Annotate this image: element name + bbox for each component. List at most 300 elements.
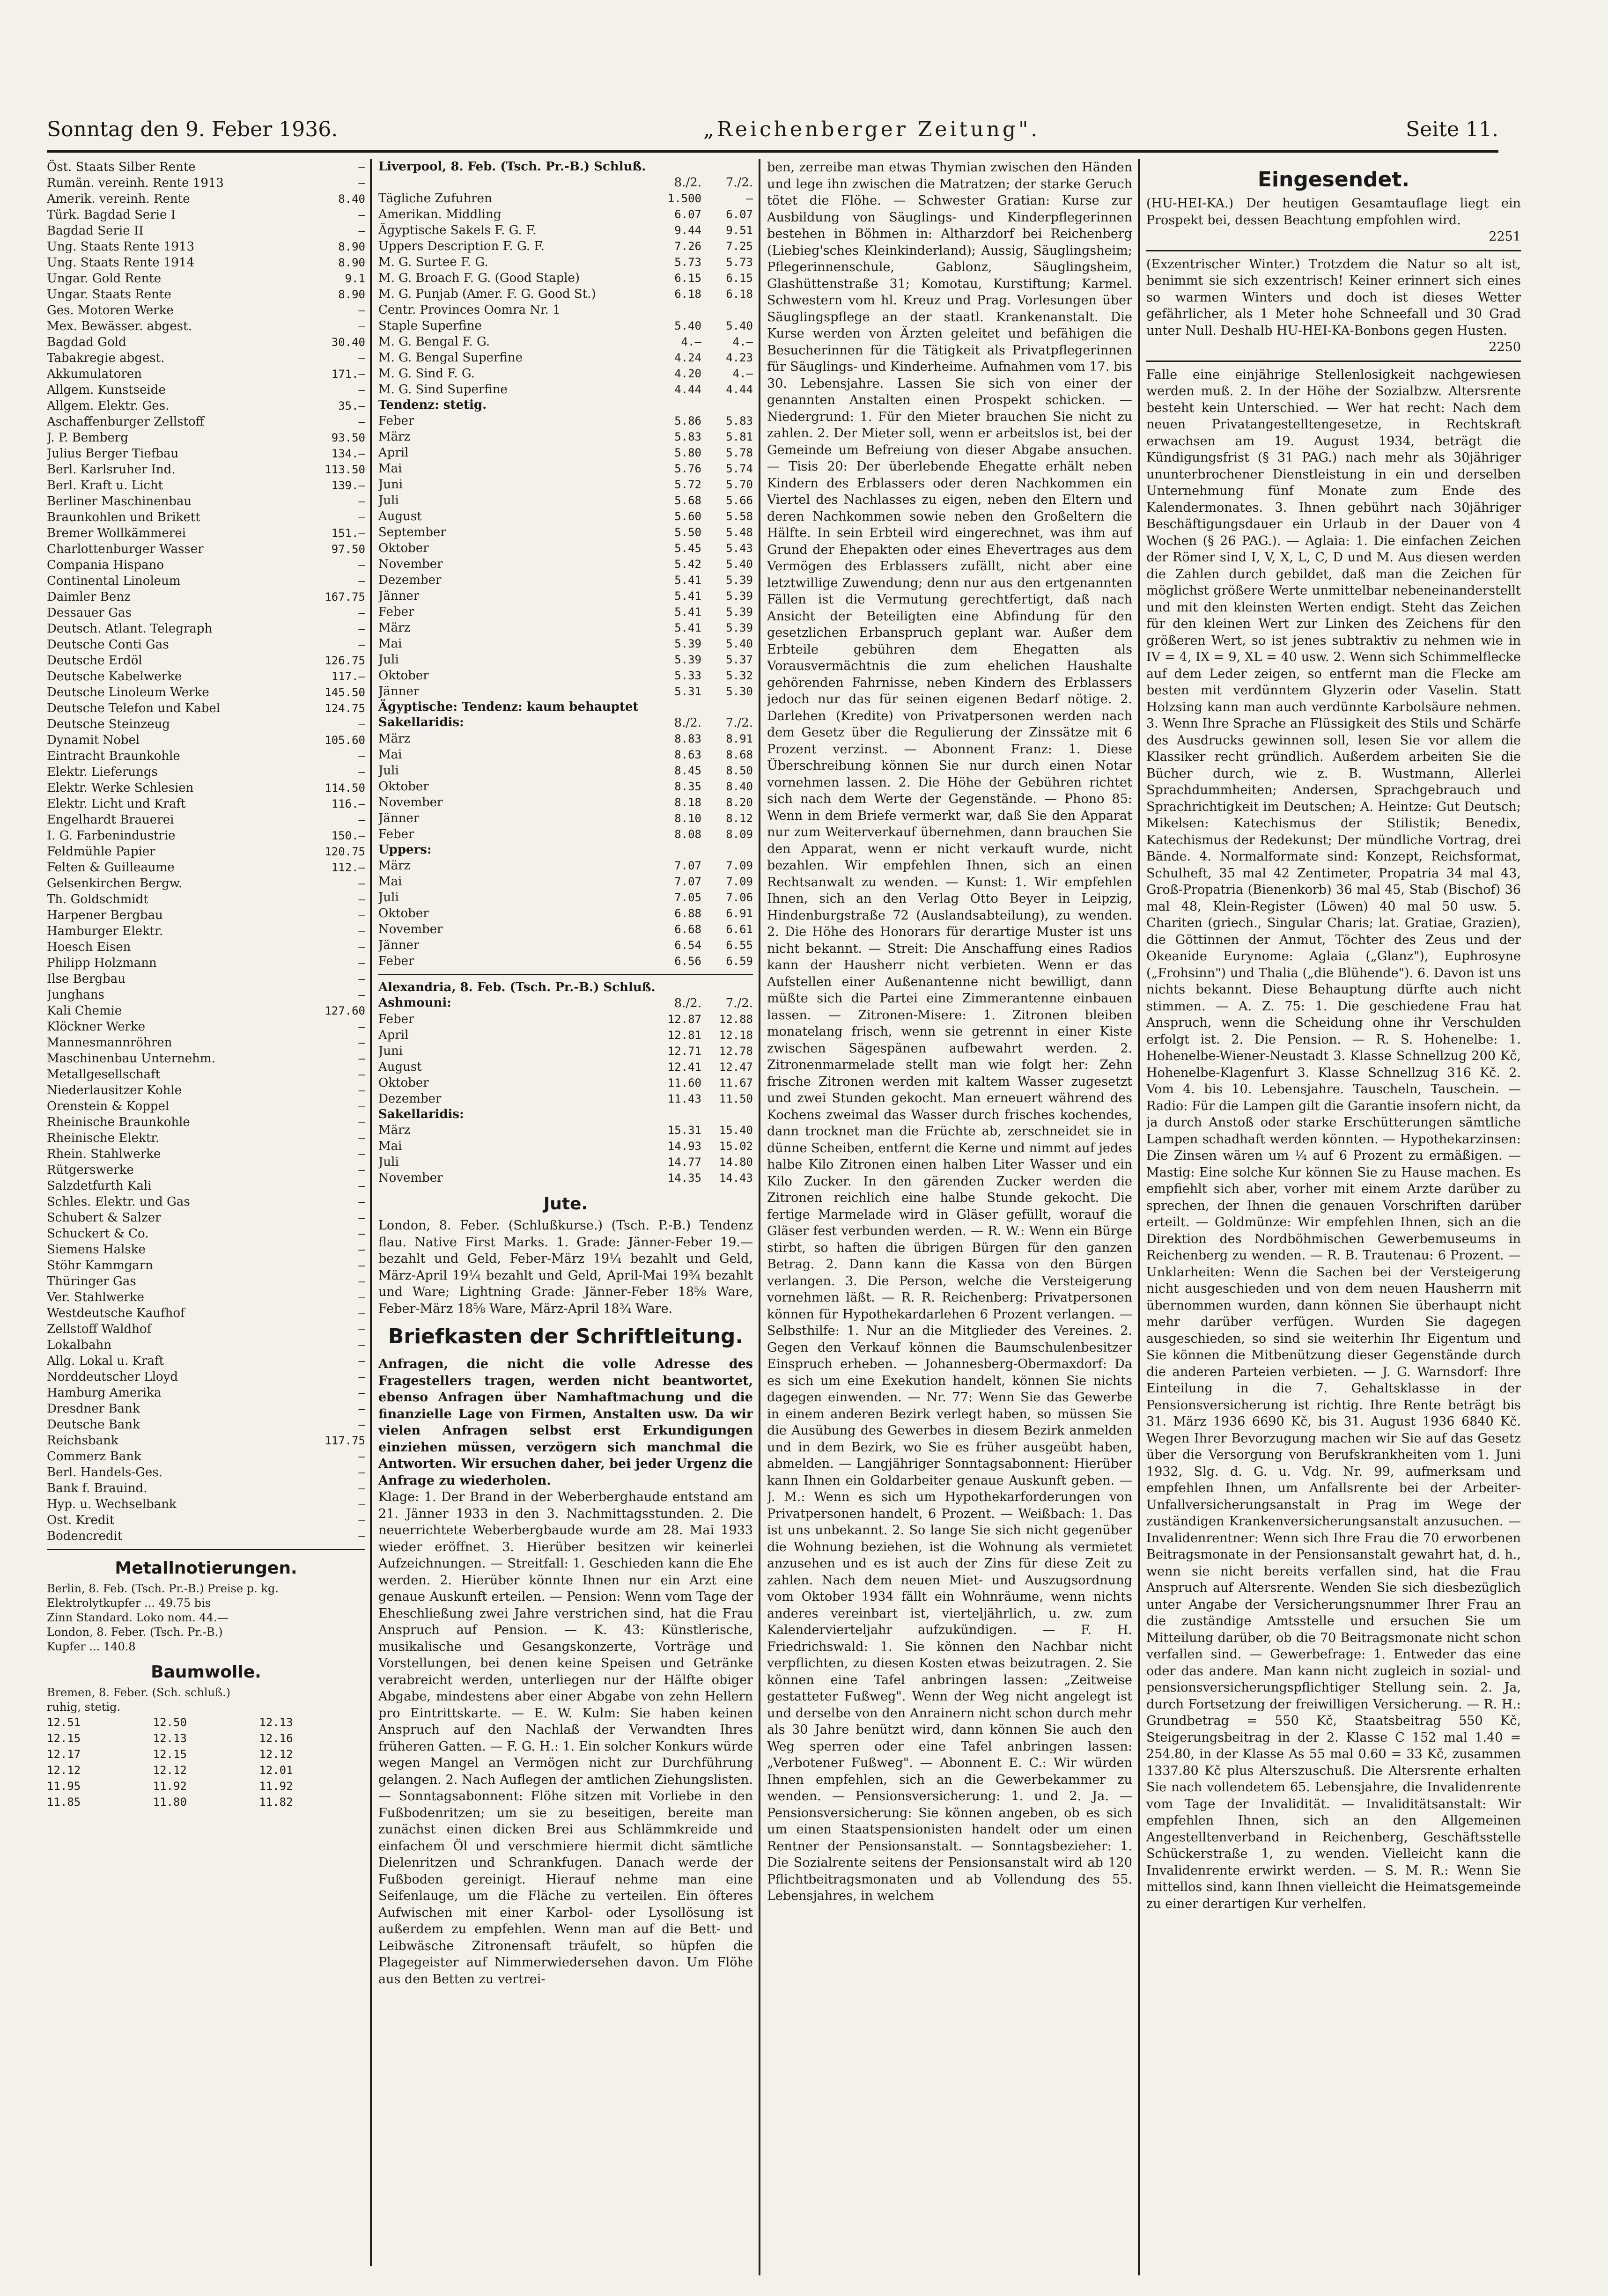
liverpool-row-value: 4.— bbox=[681, 335, 701, 348]
stock-row bbox=[47, 812, 365, 828]
months1-row-value: 5.40 bbox=[726, 558, 753, 571]
months1-row-value: 5.74 bbox=[726, 462, 753, 475]
stock-row bbox=[47, 557, 365, 573]
stock-row-value: 150.— bbox=[331, 829, 365, 842]
uppers-heading: Uppers: bbox=[378, 843, 432, 857]
stock-row bbox=[47, 1305, 365, 1321]
cotton-value: 11.92 bbox=[259, 1780, 293, 1793]
sakel-row-value: 8.20 bbox=[726, 796, 753, 809]
uppers-row-value: 6.61 bbox=[726, 923, 753, 936]
stock-row bbox=[47, 1114, 365, 1130]
liverpool-row bbox=[378, 286, 753, 302]
months1-row-value: 5.80 bbox=[674, 446, 701, 459]
cotton-value: 11.85 bbox=[47, 1796, 81, 1809]
uppers-row bbox=[378, 921, 753, 937]
cotton-value: 12.51 bbox=[47, 1716, 81, 1729]
stock-row bbox=[47, 430, 365, 446]
months1-row-value: 5.70 bbox=[726, 478, 753, 491]
stock-row bbox=[47, 876, 365, 891]
months1-row-label: Juli bbox=[378, 493, 399, 508]
liverpool-row-label: Tägliche Zufuhren bbox=[378, 191, 492, 206]
stock-row-value: — bbox=[358, 1450, 365, 1463]
stock-row-value: — bbox=[358, 893, 365, 906]
stock-row-value: 145.50 bbox=[325, 686, 365, 699]
months1-row-label: März bbox=[378, 621, 411, 635]
alexandria-heading: Alexandria, 8. Feb. (Tsch. Pr.-B.) Schluß. bbox=[378, 980, 656, 994]
stock-row bbox=[47, 175, 365, 191]
stock-row-label: Ost. Kredit bbox=[47, 1513, 115, 1527]
stock-row-value: 113.50 bbox=[325, 463, 365, 476]
stock-row-label: Ver. Stahlwerke bbox=[47, 1290, 144, 1304]
tendenz-heading: Tendenz: stetig. bbox=[378, 398, 487, 412]
stock-row bbox=[47, 1194, 365, 1210]
uppers-row-value: 7.07 bbox=[674, 859, 701, 872]
months1-row-label: März bbox=[378, 430, 411, 444]
stock-row-value: — bbox=[358, 1243, 365, 1256]
months1-row-value: 5.39 bbox=[674, 637, 701, 650]
stock-row-value: 30.40 bbox=[331, 336, 365, 349]
months1-row bbox=[378, 572, 753, 588]
metal-quotes-title: Metallnotierungen. bbox=[115, 1559, 297, 1578]
uppers-row-value: 7.09 bbox=[726, 859, 753, 872]
stock-row bbox=[47, 1082, 365, 1098]
stock-row bbox=[47, 1512, 365, 1528]
answers-text: ben, zerreibe man etwas Thymian zwischen den Händen und lege ihn zwischen die Matratzen; der starke Geruch tötet die Flöhe. — Schwester Gratian: Kurse zur Ausbildung von Säuglings- und Kinderpflegerinnen bestehen in Böhmen in: Altharzdorf bei Reichenberg (Liebieg'sches Kleinkinderland); Aussig, Säuglingsheim; Pflegerinnenschule, Gablonz, Säuglingsheim, Glashüttenstraße 31; Komotau, Kurstiftung; Karmel. Schwestern vom hl. Kreuz und Prag. Vorlesungen über Säuglingspflege an der staatl. Krankenanstalt. Die Kurse werden von Ärzten geleitet und befähigen die Besucherinnen für die Tätigkeit als Privatpflegerinnen für Säuglings- und Kinderheime. Aufnahmen vom 17. bis 30. Lebensjahre. Lassen Sie sich von einer der genannten Anstalten einen Prospekt schicken. — Niedergrund: 1. Für den Mieter brauchen Sie nicht zu zahlen. 2. Der Mieter soll, wenn er arbeitslos ist, bei der Gemeinde um Befreiung von dieser Abgabe ansuchen. — Tisis 20: Der überlebende Ehegatte erhält neben Kindern des Erblassers oder deren Nachkommen ein Viertel des Nachlasses zu eigen, neben den Eltern und deren Nachkommen sowie neben den Großeltern die Hälfte. In sein Erbteil wird eingerechnet, was ihm auf Grund der Ehepakten oder eines Ehevertrages aus dem Vermögen des Erblassers zufällt, nicht aber eine letztwillige Zuwendung; denn nur aus den ertgenannten Fällen ist die Vermutung gerechtfertigt, daß nach Ansicht der Beteiligten eine Abfindung für den gesetzlichen Erbanspruch geplant war. Außer dem Erbteile gebühren dem Ehegatten als Vorausvermächtnis die zum ehelichen Haushalte gehörenden Fahrnisse, neben Kindern des Erblassers jedoch nur das für seinen eigenen Bedarf nötige. 2. Darlehen (Kredite) von Privatpersonen werden nach dem Gesetz über die Regulierung der Zinssätze mit 6 Prozent verzinst. — Abonnent Franz: 1. Diese Überschreibung können Sie nur durch einen Notar vornehmen lassen. 2. Die Höhe der Gebühren richtet sich nach dem Werte der Gegenstände. — Phono 85: Wenn in dem Briefe vermerkt war, daß Sie den Apparat nur zum Weiterverkauf übernehmen, dann brauchen Sie den Apparat, wenn er nicht verkauft wurde, nicht bezahlen. Wir empfehlen Ihnen, sich an einen Rechtsanwalt zu wenden. — Kunst: 1. Wir empfehlen Ihnen, sich an den Verlag Otto Beyer in Leipzig, Hindenburgstraße 72 (Auslandsabteilung), zu wenden. 2. Die Höhe des Honorars für derartige Muster ist uns nicht bekannt. — Streit: Die Anschaffung eines Radios kann der Hausherr nicht verbieten. Wenn er das Aufstellen einer Außenantenne nicht bewilligt, dann müßte sich die Partei eine Zimmerantenne einbauen lassen. — Zitronen-Misere: 1. Zitronen bleiben monatelang frisch, wenn sie getrennt in einer Kiste zwischen Sägespänen aufbewahrt werden. 2. Zitronenmarmelade stellt man wie folgt her: Zehn frische Zitronen werden mit kaltem Wasser zugesetzt und zwei Stunden gekocht. Man erneuert während des Kochens zweimal das Wasser durch frisches kochendes, dann trocknet man die Früchte ab, zerschneidet sie in dünne Scheiben, entfernt die Kerne und nimmt auf jedes halbe Kilo Zitronen einen halben Liter Wasser und ein Kilo Zucker. In den gärenden Zucker werden die Zitronen reichlich eine halbe Stunde gekocht. Die fertige Marmelade wird in Gläser gefüllt, worauf die Gläser fest verbunden werden. — R. W.: Wenn ein Bürge stirbt, so haften die übrigen Bürgen für den ganzen Betrag. 2. Dann kann die Kassa von den Bürgen verlangen. 3. Die Person, welche die Versteigerung vornehmen läßt. — R. R. Reichenberg: Privatpersonen können für Hypothekardarlehen 6 Prozent verlangen. — Selbsthilfe: 1. Nur an die Mitglieder des Vereines. 2. Gegen den Verkauf können die Baumschulenbesitzer Einspruch erheben. — Johannesberg-Obermaxdorf: Da es sich um eine Exekution handelt, können Sie nichts dagegen einwenden. — Nr. 77: Wenn Sie das Gewerbe in einem anderen Bezirk verlegt haben, so müssen Sie die Ausübung des Gewerbes in diesem Bezirk anmelden und in dem Bezirk, wo Sie es früher ausgeübt haben, abmelden. — Langjähriger Sonntagsabonnent: Hierüber kann Ihnen ein Goldarbeiter genaue Auskunft geben. — J. M.: Wenn es sich um Hypothekarforderungen von Privatpersonen handelt, 6 Prozent. — Weißbach: 1. Das ist uns unbekannt. 2. So lange Sie sich nicht gegenüber die Wohnung beziehen, ist die Wohnung als vermietet anzusehen und es ist auch der Zins für diese Zeit zu zahlen. Nach dem neuen Miet- und Auszugsordnung vom Oktober 1934 fällt ein Wohnräume, wenn nichts anderes vereinbart ist, vierteljährlich, u. zw. zum Kalendervierteljahr aufzukündigen. — F. H. Friedrichswald: 1. Sie können den Nachbar nicht verpflichten, zu diesen Kosten etwas beizutragen. 2. Sie können eine Tafel anbringen lassen: „Zeitweise gestatteter Fußweg". Wenn der Weg nicht angelegt ist und derselbe von den Anrainern nicht schon durch mehr als 30 Jahre benützt wird, dann können Sie auch den Weg sperren oder eine Tafel anbringen lassen: „Verbotener Fußweg". — Abonnent E. C.: Wir würden Ihnen empfehlen, sich an die Gewerbekammer zu wenden. — Pensionsversicherung: 1. und 2. Ja. — Pensionsversicherung: Sie können angeben, ob es sich um einen Staatspensionisten handelt oder um einen Rentner der Pensionsanstalt. — Sonntagsbezieher: 1. Die Sozialrente seitens der Pensionsanstalt wird ab 120 Pflichtbeitragsmonaten und ab Vollendung des 55. Lebensjahres, in welchem bbox=[767, 160, 1132, 1903]
stock-row bbox=[47, 191, 365, 207]
stock-row-value: 8.40 bbox=[338, 192, 365, 206]
liverpool-row bbox=[378, 302, 753, 318]
metal-line: Zinn Standard. Loko nom. 44.— bbox=[47, 1611, 229, 1624]
liverpool-row-value: 4.20 bbox=[674, 367, 701, 380]
sakel-row bbox=[378, 826, 753, 842]
stock-row-value: — bbox=[358, 1227, 365, 1240]
stock-row-label: I. G. Farbenindustrie bbox=[47, 829, 176, 843]
liverpool-row-label: Uppers Description F. G. F. bbox=[378, 239, 545, 253]
stock-row-value: — bbox=[358, 574, 365, 588]
header-rule bbox=[47, 150, 1498, 153]
sakel2-row-label: Mai bbox=[378, 1139, 402, 1153]
sakel-row bbox=[378, 763, 753, 779]
months1-row bbox=[378, 684, 753, 699]
stock-row bbox=[47, 764, 365, 780]
sakel-col-prev: 7./2. bbox=[725, 716, 753, 730]
jute-text: London, 8. Feber. (Schlußkurse.) (Tsch. P.-B.) Tendenz flau. Native First Marks. 1. Grade: Jänner-Feber 19.— bezahlt und Geld, Feber-März 19¼ bezahlt und Geld, März-April 19¼ bezahlt und Geld, April-Mai 19¾ bezahlt und Ware; Lightning Grade: Jänner-Feber 18⅝ Ware, Feber-März 18⅝ Ware, März-April 18¾ Ware. bbox=[378, 1218, 753, 1316]
stock-row-value: — bbox=[358, 511, 365, 524]
stock-row-value: 8.90 bbox=[338, 256, 365, 269]
stock-row bbox=[47, 1210, 365, 1226]
stock-row bbox=[47, 732, 365, 748]
months1-row-label: Mai bbox=[378, 637, 402, 651]
stock-row bbox=[47, 716, 365, 732]
months1-row-value: 5.37 bbox=[726, 653, 753, 666]
stock-row bbox=[47, 302, 365, 318]
stock-row-value: — bbox=[358, 1068, 365, 1081]
stock-row bbox=[47, 478, 365, 493]
divider bbox=[1146, 250, 1521, 251]
ashm-row bbox=[378, 1011, 753, 1027]
months1-row-label: November bbox=[378, 557, 443, 571]
stock-row bbox=[47, 669, 365, 684]
uppers-row bbox=[378, 874, 753, 890]
sakel2-row-label: Juli bbox=[378, 1155, 399, 1169]
stock-row-value: — bbox=[358, 177, 365, 190]
stock-row-label: Deutsche Kabelwerke bbox=[47, 670, 182, 684]
sakel-row-value: 8.83 bbox=[674, 732, 701, 745]
liverpool-row-label: Amerikan. Middling bbox=[378, 207, 502, 221]
liverpool-row bbox=[378, 382, 753, 397]
stock-row-value: — bbox=[358, 1275, 365, 1288]
ashm-row-value: 11.67 bbox=[719, 1076, 753, 1089]
sakel-row-value: 8.12 bbox=[726, 812, 753, 825]
uppers-row bbox=[378, 858, 753, 874]
stock-row-label: Th. Goldschmidt bbox=[47, 892, 148, 906]
uppers-row-value: 6.56 bbox=[674, 955, 701, 968]
ashm-row-value: 11.50 bbox=[719, 1092, 753, 1105]
stock-row-value: — bbox=[358, 638, 365, 651]
stock-row-value: — bbox=[358, 606, 365, 619]
stock-row-label: Elektr. Licht und Kraft bbox=[47, 797, 186, 811]
stock-row bbox=[47, 1035, 365, 1051]
stock-row-label: Allgem. Elektr. Ges. bbox=[47, 399, 170, 413]
liverpool-row-label: M. G. Bengal F. G. bbox=[378, 335, 490, 349]
briefkasten-text: Klage: 1. Der Brand in der Weberberghaude entstand am 21. Jänner 1933 in den 3. Nachmittagsstunden. 2. Die neuerrichtete Weberbergbaude wurde am 28. Mai 1933 wieder eröffnet. 3. Hierüber besitzen wir keinerlei Aufzeichnungen. — Streitfall: 1. Geschieden kann die Ehe werden. 2. Hierüber könnte Ihnen nur ein Arzt eine genaue Auskunft erteilen. — Pension: Wenn vom Tage der Eheschließung zwei Jahre verstrichen sind, hat die Frau Anspruch auf Pension. — K. 43: Künstlerische, musikalische und Gesangskonzerte, Vorträge und Vorstellungen, bei denen keine Speisen und Getränke verabreicht werden, unterliegen nur der Hälfte obiger Abgabe, mindestens aber einer Abgabe von zehn Hellern pro Eintrittskarte. — E. W. Kulm: Sie haben keinen Anspruch auf den Nachlaß der Verwandten Ihres früheren Gatten. — F. G. H.: 1. Ein solcher Konkurs würde wegen Mangel an Vermögen nicht zur Durchführung gelangen. 2. Nach Auflegen der amtlichen Ziehungslisten. — Sonntagsabonnent: Flöhe sitzen mit Vorliebe in den Fußbodenritzen; um sie zu beseitigen, bereite man zunächst einen dicken Brei aus Schlämmkreide und einfachem Öl und verschmiere hiermit dicht sämtliche Dielenritzen und Schrankfugen. Danach werde der Fußboden gereinigt. Hierauf nehme man eine Seifenlauge, um die Fläche zu verteilen. Ein öfteres Aufwischen mit einer Karbol- oder Lysollösung ist außerdem zu empfehlen. Wenn man auf die Bett- und Leibwäsche Zitronensaft träufelt, so hüpfen die Plagegeister auf Nimmerwiedersehen davon. Um Flöhe aus den Betten zu vertrei- bbox=[378, 1490, 753, 1987]
header-date: Sonntag den 9. Feber 1936. bbox=[47, 117, 338, 141]
stock-row bbox=[47, 1369, 365, 1385]
stock-row-value: — bbox=[358, 1052, 365, 1065]
stock-row-label: Deutsche Telefon und Kabel bbox=[47, 701, 221, 715]
eingesendet-text: (HU-HEI-KA.) Der heutigen Gesamtauflage liegt ein Prospekt bei, dessen Beachtung empfohlen wird. bbox=[1146, 196, 1521, 228]
ashm-row-value: 12.71 bbox=[667, 1045, 701, 1058]
stock-row-value: 114.50 bbox=[325, 781, 365, 795]
sakel-row-label: November bbox=[378, 795, 443, 809]
months1-row-value: 5.72 bbox=[674, 478, 701, 491]
months1-row bbox=[378, 636, 753, 652]
months1-row bbox=[378, 461, 753, 477]
ashm-row-value: 12.81 bbox=[667, 1029, 701, 1042]
ashm-row-value: 12.47 bbox=[719, 1060, 753, 1074]
liverpool-row-value: 4.44 bbox=[726, 383, 753, 396]
months1-row-label: September bbox=[378, 525, 446, 539]
ashm-row bbox=[378, 1059, 753, 1075]
months1-row-value: 5.30 bbox=[726, 685, 753, 698]
sakel2-row-value: 14.77 bbox=[667, 1155, 701, 1169]
stock-row-value: — bbox=[358, 224, 365, 237]
stock-row bbox=[47, 366, 365, 382]
cotton-row bbox=[47, 1715, 365, 1730]
stock-row-label: Maschinenbau Unternehm. bbox=[47, 1052, 215, 1066]
stock-row-label: Rütgerswerke bbox=[47, 1163, 134, 1177]
months1-row bbox=[378, 445, 753, 461]
ashm-row-label: Dezember bbox=[378, 1092, 442, 1106]
stock-row-value: — bbox=[358, 1163, 365, 1177]
header-page-number: Seite 11. bbox=[1406, 117, 1498, 141]
uppers-row-value: 6.59 bbox=[726, 955, 753, 968]
sakel2-row-label: November bbox=[378, 1171, 443, 1185]
months1-row-value: 5.41 bbox=[674, 621, 701, 634]
metal-line: London, 8. Feber. (Tsch. Pr.-B.) bbox=[47, 1626, 223, 1639]
liverpool-row-value: 4.24 bbox=[674, 351, 701, 364]
sakel-row-label: Juli bbox=[378, 764, 399, 778]
sakel2-row-value: 14.35 bbox=[667, 1171, 701, 1185]
cotton-quotes bbox=[47, 1685, 365, 1810]
months1-row-value: 5.60 bbox=[674, 510, 701, 523]
cotton-value: 12.15 bbox=[153, 1748, 187, 1761]
liverpool-row bbox=[378, 318, 753, 334]
months1-row bbox=[378, 588, 753, 604]
stock-row bbox=[47, 780, 365, 796]
stock-row-value: — bbox=[358, 1148, 365, 1161]
market-column bbox=[378, 159, 753, 2275]
stock-row bbox=[47, 1385, 365, 1401]
stock-row-value: — bbox=[358, 1259, 365, 1272]
stock-row bbox=[47, 1401, 365, 1417]
sakel2-row-label: März bbox=[378, 1123, 411, 1137]
liverpool-row-value bbox=[650, 302, 701, 318]
winter-ad-number: 2250 bbox=[1489, 340, 1521, 354]
sakel2-row-value: 15.31 bbox=[667, 1124, 701, 1137]
stock-row-value: — bbox=[358, 909, 365, 922]
stock-row-label: Rheinische Braunkohle bbox=[47, 1115, 190, 1129]
stock-row-value: — bbox=[358, 1291, 365, 1304]
liverpool-row-value: 6.15 bbox=[726, 272, 753, 285]
uppers-row-value: 6.55 bbox=[726, 939, 753, 952]
stock-row bbox=[47, 1003, 365, 1019]
stock-row-label: Berl. Handels-Ges. bbox=[47, 1465, 162, 1479]
liverpool-row-value: 5.73 bbox=[726, 256, 753, 269]
sakel-row-value: 8.91 bbox=[726, 732, 753, 745]
stock-row-value: 120.75 bbox=[325, 845, 365, 858]
uppers-row-value: 7.05 bbox=[674, 891, 701, 904]
stock-row-label: Berl. Karlsruher Ind. bbox=[47, 463, 176, 477]
months1-row-label: Juli bbox=[378, 653, 399, 667]
ashm-row-label: April bbox=[378, 1028, 409, 1042]
sakel-row-value: 8.08 bbox=[674, 828, 701, 841]
divider bbox=[47, 1549, 365, 1550]
stock-row-label: Ung. Staats Rente 1913 bbox=[47, 240, 195, 254]
stock-row-value: — bbox=[358, 1386, 365, 1399]
months1-row-label: Feber bbox=[378, 414, 414, 428]
ashmouni-heading: Ashmouni: bbox=[378, 996, 451, 1010]
months1-row-label: Jänner bbox=[378, 589, 420, 603]
months1-row-label: August bbox=[378, 509, 422, 523]
stock-row-label: Ung. Staats Rente 1914 bbox=[47, 256, 195, 270]
egypt-heading: Ägyptische: Tendenz: kaum behauptet bbox=[378, 700, 639, 714]
divider bbox=[1146, 361, 1521, 362]
stock-row-label: Schles. Elektr. und Gas bbox=[47, 1195, 190, 1209]
stock-row bbox=[47, 223, 365, 239]
cotton-row bbox=[47, 1730, 365, 1746]
stock-row-value: — bbox=[358, 1482, 365, 1495]
stock-row-label: Reichsbank bbox=[47, 1434, 118, 1448]
stock-row-value: — bbox=[358, 1514, 365, 1527]
cotton-row bbox=[47, 1794, 365, 1810]
stock-row-label: Ungar. Staats Rente bbox=[47, 287, 171, 302]
stock-row-label: Bagdad Gold bbox=[47, 335, 126, 349]
stock-row bbox=[47, 462, 365, 478]
stock-row-value: 8.90 bbox=[338, 240, 365, 253]
sakel-row-value: 8.63 bbox=[674, 748, 701, 761]
stock-row-label: Elektr. Werke Schlesien bbox=[47, 781, 194, 795]
sakel2-row-value: 15.40 bbox=[719, 1124, 753, 1137]
uppers-row bbox=[378, 937, 753, 953]
stock-row-value: 97.50 bbox=[331, 543, 365, 556]
stock-row bbox=[47, 509, 365, 525]
stock-row-label: Bodencredit bbox=[47, 1529, 123, 1543]
uppers-row bbox=[378, 890, 753, 905]
cotton-row bbox=[47, 1762, 365, 1778]
stock-row bbox=[47, 1130, 365, 1146]
stock-row-value: 8.90 bbox=[338, 288, 365, 301]
months1-row-label: Mai bbox=[378, 462, 402, 476]
stock-row-label: Tabakregie abgest. bbox=[47, 351, 165, 365]
stock-row-label: Commerz Bank bbox=[47, 1450, 141, 1464]
months1-row-value: 5.50 bbox=[674, 526, 701, 539]
stock-row-value: — bbox=[358, 622, 365, 635]
stock-row-label: Charlottenburger Wasser bbox=[47, 542, 204, 556]
months1-row-value: 5.76 bbox=[674, 462, 701, 475]
months1-row-value: 5.31 bbox=[674, 685, 701, 698]
stock-row bbox=[47, 939, 365, 955]
months1-row bbox=[378, 493, 753, 508]
stock-row-value: 117.— bbox=[331, 670, 365, 683]
cotton-value: 12.12 bbox=[47, 1764, 81, 1777]
months1-row bbox=[378, 508, 753, 524]
stock-row-label: Philipp Holzmann bbox=[47, 956, 157, 970]
uppers-row-value: 6.88 bbox=[674, 907, 701, 920]
stock-row bbox=[47, 414, 365, 430]
ashm-row-value: 12.41 bbox=[667, 1060, 701, 1074]
column-rule bbox=[759, 159, 760, 2275]
sakel-row-value: 8.35 bbox=[674, 780, 701, 793]
stock-row-label: Deutsche Bank bbox=[47, 1418, 140, 1432]
metal-line: Kupfer ... 140.8 bbox=[47, 1640, 136, 1653]
uppers-row-label: Juli bbox=[378, 890, 399, 905]
ashm-row bbox=[378, 1075, 753, 1091]
stock-row bbox=[47, 1162, 365, 1178]
months1-row bbox=[378, 524, 753, 540]
stock-row bbox=[47, 1242, 365, 1258]
stock-row-value: 116.— bbox=[331, 797, 365, 810]
stock-row-label: Deutsch. Atlant. Telegraph bbox=[47, 622, 213, 636]
sakel-row bbox=[378, 747, 753, 763]
months1-row-label: Oktober bbox=[378, 669, 429, 683]
months1-row bbox=[378, 556, 753, 572]
stock-row-value: — bbox=[358, 1370, 365, 1383]
stock-row-label: Junghans bbox=[47, 988, 104, 1002]
stock-row-label: Ilse Bergbau bbox=[47, 972, 126, 986]
stock-row bbox=[47, 605, 365, 621]
liverpool-row-label: M. G. Broach F. G. (Good Staple) bbox=[378, 271, 580, 285]
uppers-row-label: Feber bbox=[378, 954, 414, 968]
months1-row-label: Juni bbox=[378, 478, 403, 492]
stock-row-label: Deutsche Linoleum Werke bbox=[47, 685, 209, 699]
sakel-table bbox=[378, 731, 753, 842]
uppers-row-value: 7.09 bbox=[726, 875, 753, 888]
stock-row-label: Dresdner Bank bbox=[47, 1402, 140, 1416]
stock-row-value: — bbox=[358, 1323, 365, 1336]
stock-row bbox=[47, 796, 365, 812]
months1-row-value: 5.42 bbox=[674, 558, 701, 571]
sakel2-row bbox=[378, 1154, 753, 1170]
months1-row-value: 5.32 bbox=[726, 669, 753, 682]
liverpool-row-value: 7.26 bbox=[674, 240, 701, 253]
stock-row-label: Feldmühle Papier bbox=[47, 845, 155, 859]
stock-row bbox=[47, 159, 365, 175]
stock-row-label: Eintracht Braunkohle bbox=[47, 749, 180, 763]
cotton-value: 12.01 bbox=[259, 1764, 293, 1777]
liverpool-row-value: 4.— bbox=[732, 335, 753, 348]
sakel-row bbox=[378, 779, 753, 795]
stock-row-label: Westdeutsche Kaufhof bbox=[47, 1306, 185, 1320]
liverpool-row-value: 7.25 bbox=[726, 240, 753, 253]
stock-row bbox=[47, 493, 365, 509]
ashmouni-table bbox=[378, 1011, 753, 1107]
stock-row bbox=[47, 891, 365, 907]
months1-row-value: 5.41 bbox=[674, 574, 701, 587]
sakel2-row-value: 15.02 bbox=[719, 1140, 753, 1153]
liverpool-row-value: 6.18 bbox=[726, 287, 753, 301]
winter-ad-text: (Exzentrischer Winter.) Trotzdem die Natur so alt ist, benimmt sie sich exzentrisch! Keiner erinnert sich eines so warmen Winters und doch ist dieses Wetter gefährlicher, als 1 Meter hohe Schneefall und 30 Grad unter Null. Deshalb HU-HEI-KA-Bonbons gegen Husten. bbox=[1146, 257, 1521, 338]
months1-row bbox=[378, 604, 753, 620]
stock-listings-column bbox=[47, 159, 365, 2266]
liverpool-row bbox=[378, 366, 753, 382]
liverpool-row bbox=[378, 191, 753, 206]
stock-row-value: — bbox=[358, 1020, 365, 1033]
stock-row-value: — bbox=[358, 718, 365, 731]
uppers-row-value: 7.06 bbox=[726, 891, 753, 904]
ashm-row bbox=[378, 1091, 753, 1107]
sakel2-row-value: 14.80 bbox=[719, 1155, 753, 1169]
liverpool-row-value: 6.07 bbox=[674, 208, 701, 221]
ashm-row bbox=[378, 1027, 753, 1043]
stock-row-value: — bbox=[358, 813, 365, 826]
stock-row-label: Schuckert & Co. bbox=[47, 1227, 149, 1241]
sakel-row bbox=[378, 795, 753, 810]
stock-row-label: Siemens Halske bbox=[47, 1243, 146, 1257]
sakel-row-value: 8.18 bbox=[674, 796, 701, 809]
sakel2-row bbox=[378, 1170, 753, 1186]
liverpool-col-today: 8./2. bbox=[674, 176, 701, 190]
months1-row-value: 5.66 bbox=[726, 494, 753, 507]
liverpool-row-label: M. G. Surtee F. G. bbox=[378, 255, 488, 269]
stock-row-value: — bbox=[358, 320, 365, 333]
stock-row-label: Deutsche Steinzeug bbox=[47, 717, 170, 731]
stock-row-label: Deutsche Conti Gas bbox=[47, 638, 169, 652]
stock-row-value: — bbox=[358, 1116, 365, 1129]
liverpool-heading: Liverpool, 8. Feb. (Tsch. Pr.-B.) Schluß. bbox=[378, 160, 646, 174]
sakel-row bbox=[378, 810, 753, 826]
stock-row bbox=[47, 1353, 365, 1369]
stock-row bbox=[47, 1098, 365, 1114]
stock-row-value: — bbox=[358, 1402, 365, 1415]
stock-row-label: Salzdetfurth Kali bbox=[47, 1179, 152, 1193]
liverpool-row-value: 5.40 bbox=[674, 319, 701, 332]
stock-row bbox=[47, 907, 365, 923]
stock-row bbox=[47, 255, 365, 271]
liverpool-row-label: M. G. Punjab (Amer. F. G. Good St.) bbox=[378, 287, 596, 301]
stock-row-label: Norddeutscher Lloyd bbox=[47, 1370, 178, 1384]
stock-row bbox=[47, 1289, 365, 1305]
ashm-row-value: 12.87 bbox=[667, 1013, 701, 1026]
stock-row-label: Felten & Guilleaume bbox=[47, 861, 175, 875]
liverpool-row-label: Staple Superfine bbox=[378, 319, 482, 333]
stock-row-label: Öst. Staats Silber Rente bbox=[47, 160, 196, 174]
stock-row-label: Türk. Bagdad Serie I bbox=[47, 208, 176, 222]
stock-row bbox=[47, 446, 365, 462]
stock-row-label: Niederlausitzer Kohle bbox=[47, 1083, 182, 1097]
liverpool-row bbox=[378, 270, 753, 286]
stock-row-label: J. P. Bemberg bbox=[47, 431, 128, 445]
